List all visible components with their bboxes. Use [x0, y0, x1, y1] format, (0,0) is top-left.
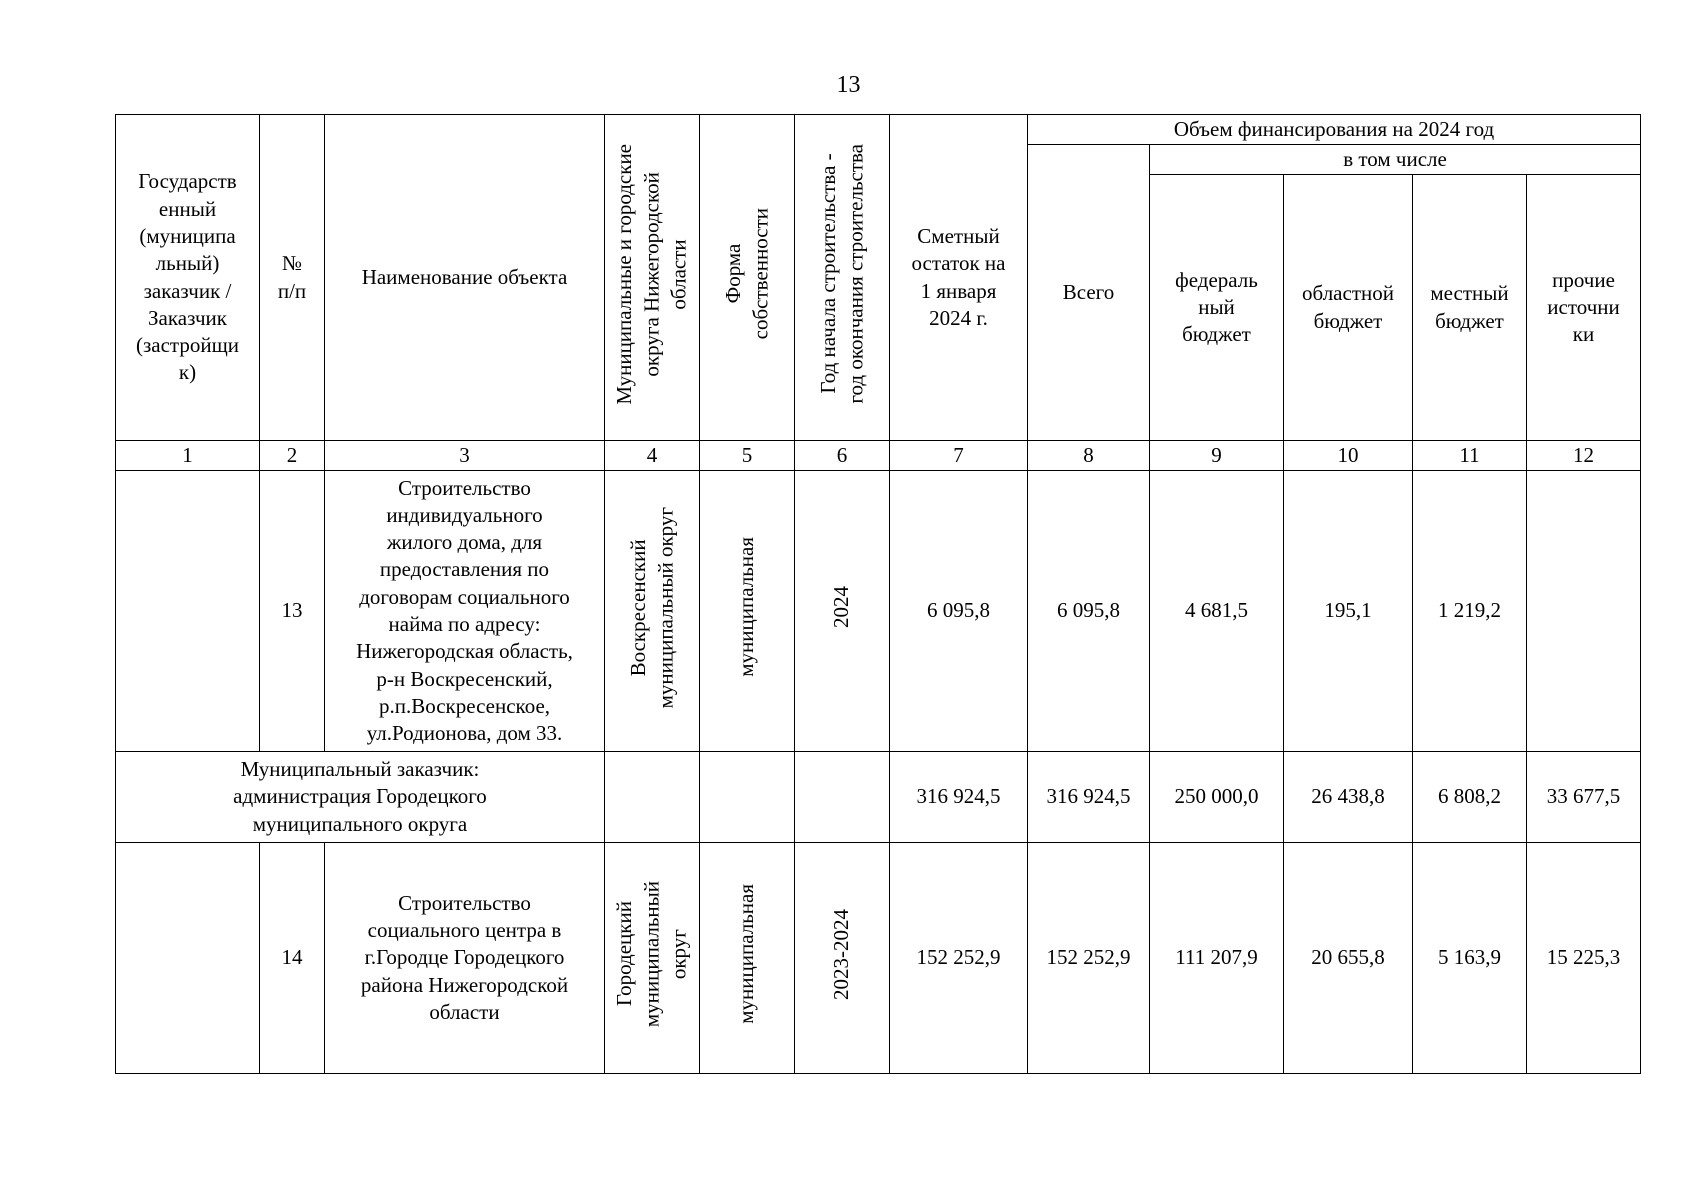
row-ownership-cell: [700, 843, 795, 1074]
header-total: Всего: [1028, 145, 1150, 441]
header-ownership-cell: [700, 115, 795, 441]
row-municipality: Воскресенский муниципальный округ: [625, 506, 677, 709]
column-number: 10: [1284, 441, 1413, 471]
column-number: 3: [325, 441, 605, 471]
subtotal-regional: 26 438,8: [1284, 752, 1413, 843]
row-estimate: 6 095,8: [890, 471, 1028, 752]
header-municipality-cell: [605, 115, 700, 441]
row-years-cell: [795, 843, 890, 1074]
row-total: 6 095,8: [1028, 471, 1150, 752]
subtotal-empty: [795, 752, 890, 843]
subtotal-row: [116, 752, 1641, 843]
row-estimate: 152 252,9: [890, 843, 1028, 1074]
column-number: 7: [890, 441, 1028, 471]
column-number-row: [116, 441, 1641, 471]
row-years: 2023-2024: [829, 908, 854, 1000]
subtotal-label: Муниципальный заказчик: администрация Городецкого муниципального округа: [116, 752, 605, 843]
row-object-name: Строительство индивидуального жилого дома, для предоставления по договорам социального найма по адресу: Нижегородская область, р-н Воскресенский, р.п.Воскресенское, ул.Родионова, дом 33.: [325, 471, 605, 752]
row-number: 14: [260, 843, 325, 1074]
table-row: [116, 843, 1641, 1074]
column-number: 5: [700, 441, 795, 471]
financing-table: [115, 114, 1641, 1074]
header-regional: областной бюджет: [1284, 175, 1413, 441]
column-number: 8: [1028, 441, 1150, 471]
row-ownership: муниципальная: [734, 884, 759, 1025]
row-other: [1527, 471, 1641, 752]
column-number: 12: [1527, 441, 1641, 471]
row-municipality: Городецкий муниципальный округ: [612, 881, 691, 1028]
row-object-name: Строительство социального центра в г.Городце Городецкого района Нижегородской области: [325, 843, 605, 1074]
row-municipality-cell: [605, 843, 700, 1074]
page-number: 13: [836, 72, 861, 98]
subtotal-federal: 250 000,0: [1150, 752, 1284, 843]
row-customer: [116, 843, 260, 1074]
row-other: 15 225,3: [1527, 843, 1641, 1074]
subtotal-local: 6 808,2: [1413, 752, 1527, 843]
subtotal-total: 316 924,5: [1028, 752, 1150, 843]
header-years-cell: [795, 115, 890, 441]
column-number: 1: [116, 441, 260, 471]
header-customer: Государств енный (муниципа льный) заказчик / Заказчик (застройщи к): [116, 115, 260, 441]
column-number: 4: [605, 441, 700, 471]
header-estimate: Сметный остаток на 1 января 2024 г.: [890, 115, 1028, 441]
subtotal-estimate: 316 924,5: [890, 752, 1028, 843]
row-years-cell: [795, 471, 890, 752]
header-ownership: Форма собственности: [720, 208, 772, 340]
header-financing: Объем финансирования на 2024 год: [1028, 115, 1641, 145]
header-federal: федераль ный бюджет: [1150, 175, 1284, 441]
header-including: в том числе: [1150, 145, 1641, 175]
header-municipality: Муниципальные и городские округа Нижегородской области: [612, 143, 691, 405]
row-federal: 4 681,5: [1150, 471, 1284, 752]
row-federal: 111 207,9: [1150, 843, 1284, 1074]
row-ownership: муниципальная: [734, 537, 759, 678]
header-object-name: Наименование объекта: [325, 115, 605, 441]
column-number: 2: [260, 441, 325, 471]
row-total: 152 252,9: [1028, 843, 1150, 1074]
row-number: 13: [260, 471, 325, 752]
header-number: № п/п: [260, 115, 325, 441]
row-local: 5 163,9: [1413, 843, 1527, 1074]
column-number: 11: [1413, 441, 1527, 471]
row-ownership-cell: [700, 471, 795, 752]
row-local: 1 219,2: [1413, 471, 1527, 752]
row-customer: [116, 471, 260, 752]
row-years: 2024: [829, 586, 854, 629]
header-local: местный бюджет: [1413, 175, 1527, 441]
column-number: 6: [795, 441, 890, 471]
subtotal-empty: [700, 752, 795, 843]
row-regional: 20 655,8: [1284, 843, 1413, 1074]
row-municipality-cell: [605, 471, 700, 752]
column-number: 9: [1150, 441, 1284, 471]
row-regional: 195,1: [1284, 471, 1413, 752]
header-other: прочие источни ки: [1527, 175, 1641, 441]
subtotal-other: 33 677,5: [1527, 752, 1641, 843]
subtotal-empty: [605, 752, 700, 843]
table-row: [116, 471, 1641, 752]
header-years: Год начала строительства - год окончания строительства: [815, 144, 867, 404]
